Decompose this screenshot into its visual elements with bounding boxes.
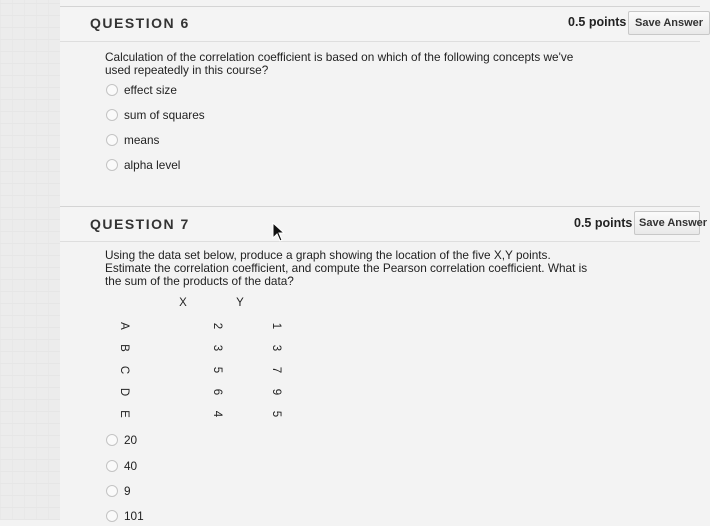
question-6-option-3[interactable] <box>105 130 159 150</box>
option-label: 20 <box>124 433 138 447</box>
question-6-option-2[interactable] <box>105 105 205 125</box>
radio-button[interactable] <box>106 434 118 446</box>
question-6-option-1[interactable] <box>105 80 177 100</box>
question-7-save-button[interactable]: Save Answer <box>634 211 700 235</box>
table-header-x: X <box>179 297 187 309</box>
y-value: 5 <box>270 410 282 418</box>
option-label: alpha level <box>124 158 181 172</box>
radio-button[interactable] <box>106 510 118 522</box>
row-label: E <box>117 410 130 418</box>
radio-button[interactable] <box>106 109 118 121</box>
x-value: 4 <box>211 410 223 418</box>
question-7-option-3[interactable] <box>105 481 131 501</box>
question-6-save-button[interactable]: Save Answer <box>628 11 710 35</box>
option-label: 101 <box>124 509 144 523</box>
option-label: 9 <box>124 484 131 498</box>
row-label: B <box>117 344 130 352</box>
radio-button[interactable] <box>106 460 118 472</box>
y-value: 1 <box>270 322 282 330</box>
question-6-option-4[interactable] <box>105 155 180 175</box>
table-header-y: Y <box>236 297 244 309</box>
x-value: 3 <box>211 344 223 352</box>
mouse-cursor-icon <box>272 222 286 242</box>
question-6-title: QUESTION 6 <box>90 15 190 31</box>
radio-button[interactable] <box>106 84 118 96</box>
option-label: effect size <box>124 83 177 97</box>
option-label: 40 <box>124 459 138 473</box>
left-panel-strip <box>0 0 60 520</box>
radio-button[interactable] <box>106 159 118 171</box>
question-7-points: 0.5 points <box>574 216 633 230</box>
y-value: 9 <box>270 388 282 396</box>
question-7-header <box>60 206 708 242</box>
option-label: means <box>124 133 160 147</box>
question-7-title: QUESTION 7 <box>90 216 190 232</box>
radio-button[interactable] <box>106 134 118 146</box>
question-7-option-4[interactable] <box>105 506 144 526</box>
row-label: A <box>117 322 130 330</box>
row-label: D <box>118 387 130 397</box>
y-value: 7 <box>270 366 282 374</box>
question-7-option-1[interactable] <box>105 430 137 450</box>
y-value: 3 <box>270 344 282 352</box>
question-6-header <box>60 6 704 42</box>
row-label: C <box>118 365 130 375</box>
option-label: sum of squares <box>124 108 205 122</box>
radio-button[interactable] <box>106 485 118 497</box>
question-7-option-2[interactable] <box>105 456 137 476</box>
question-6-points: 0.5 points <box>568 15 627 29</box>
x-value: 2 <box>211 322 223 330</box>
question-6-text: Calculation of the correlation coefficient is based on which of the following concepts we've used repeatedly in this course? <box>105 50 574 77</box>
question-7-text: Using the data set below, produce a graph showing the location of the five X,Y points. Estimate the correlation coefficient, and compute the Pearson correlation coefficient. What is the sum of the products of the data? <box>105 248 588 288</box>
x-value: 5 <box>211 366 223 374</box>
x-value: 6 <box>211 388 223 396</box>
